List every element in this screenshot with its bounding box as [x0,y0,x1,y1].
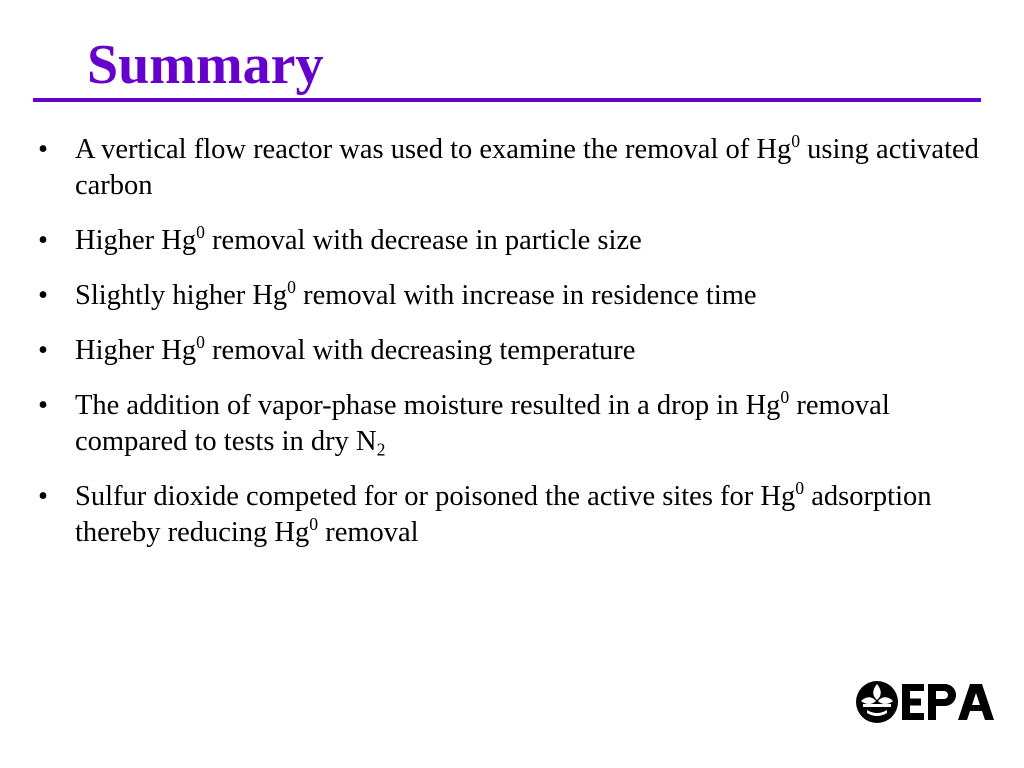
superscript: 0 [780,387,790,408]
bullet-text [75,277,757,311]
bullet-item [33,388,993,460]
text-run: adsorption thereby reducing Hg [75,481,932,548]
bullet-marker: • [38,225,48,256]
bullet-text [75,387,890,460]
superscript: 0 [795,478,805,499]
bullet-text [75,222,642,256]
text-run: using activated carbon [75,134,979,201]
epa-logo-icon [855,678,997,726]
bullet-marker: • [38,280,48,311]
bullet-text [75,332,636,366]
superscript: 0 [309,514,319,535]
subscript: 2 [376,439,386,460]
text-run: A vertical flow reactor was used to examine the removal of Hg [75,134,792,165]
bullet-text [75,478,932,548]
bullet-marker: • [38,134,48,165]
text-run: Higher Hg [75,335,197,366]
title-underline [33,98,981,102]
bullet-item [33,479,993,551]
superscript: 0 [791,131,801,152]
bullet-text [75,131,979,201]
bullet-item [33,132,993,204]
slide-title: Summary [87,34,324,96]
text-run: Higher Hg [75,225,197,256]
text-run: removal compared to tests in dry N [75,390,890,457]
superscript: 0 [287,277,296,298]
text-run: removal with decreasing temperature [204,335,636,366]
bullet-marker: • [38,481,48,512]
bullet-marker: • [38,390,48,421]
bullet-item [33,333,993,369]
superscript: 0 [196,222,205,243]
bullet-list [33,132,993,570]
text-run: The addition of vapor-phase moisture resulted in a drop in Hg [75,390,781,421]
bullet-item [33,223,993,259]
text-run: Slightly higher Hg [75,280,288,311]
text-run: removal [318,517,419,548]
text-run: removal with increase in residence time [296,280,757,311]
text-run: Sulfur dioxide competed for or poisoned the active sites for Hg [75,481,796,512]
superscript: 0 [196,332,205,353]
text-run: removal with decrease in particle size [204,225,642,256]
bullet-marker: • [38,335,48,366]
bullet-item [33,278,993,314]
